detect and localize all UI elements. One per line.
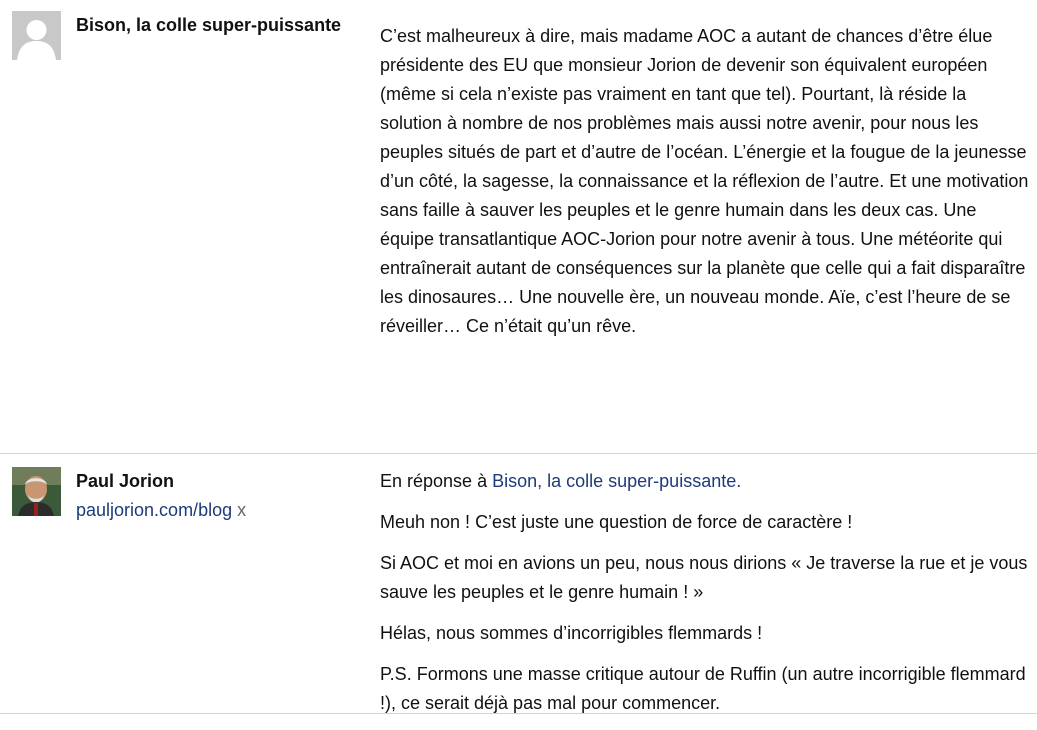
reply-prefix: En réponse à (380, 471, 488, 491)
author-website-link[interactable]: pauljorion.com/blog (76, 500, 233, 520)
comment-author (76, 467, 356, 525)
comment-paragraph: Si AOC et moi en avions un peu, nous nous dirions « Je traverse la rue et je vous sauve les peuples et le genre humain ! » (380, 553, 1028, 602)
comment-body (380, 22, 1030, 353)
comment-author (76, 11, 356, 40)
user-photo-avatar (12, 467, 61, 516)
default-avatar-icon (12, 11, 61, 60)
reply-to-link[interactable]: Bison, la colle super-puissante. (492, 471, 742, 491)
comment-paragraph: Hélas, nous sommes d’incorrigibles flemmards ! (380, 623, 763, 643)
comment-paragraph: Meuh non ! C’est juste une question de force de caractère ! (380, 512, 853, 532)
comment-body (380, 467, 1030, 730)
comment-divider (0, 453, 1037, 454)
author-name[interactable]: Paul Jorion (76, 471, 175, 491)
author-name[interactable]: Bison, la colle super-puissante (76, 15, 342, 35)
website-suffix: x (237, 500, 247, 520)
comment-paragraph: C’est malheureux à dire, mais madame AOC a autant de chances d’être élue présidente des EU que monsieur Jorion de devenir son équivalent européen (même si cela n’existe pas vraiment en tant que tel). Pourtant, là réside la solution à nombre de nos problèmes mais aussi notre avenir, pour nous les peuples situés de part et d’autre de l’océan. L’énergie et la fougue de la jeunesse d’un côté, la sagesse, la connaissance et la réflexion de l’autre. Et une motivation sans faille à sauver les peuples et le genre humain dans les deux cas. Une équipe transatlantique AOC-Jorion pour notre avenir à tous. Une météorite qui entraînerait autant de conséquences sur la planète que celle qui a fait disparaître les dinosaures… Une nouvelle ère, un nouveau monde. Aïe, c’est l’heure de se réveiller… Ce n’était qu’un rêve. (380, 26, 1029, 336)
reply-context (380, 467, 1030, 496)
comment-divider-bottom (0, 713, 1037, 714)
comment-paragraph: P.S. Formons une masse critique autour de Ruffin (un autre incorrigible flemmard !), ce serait déjà pas mal pour commencer. (380, 664, 1026, 713)
